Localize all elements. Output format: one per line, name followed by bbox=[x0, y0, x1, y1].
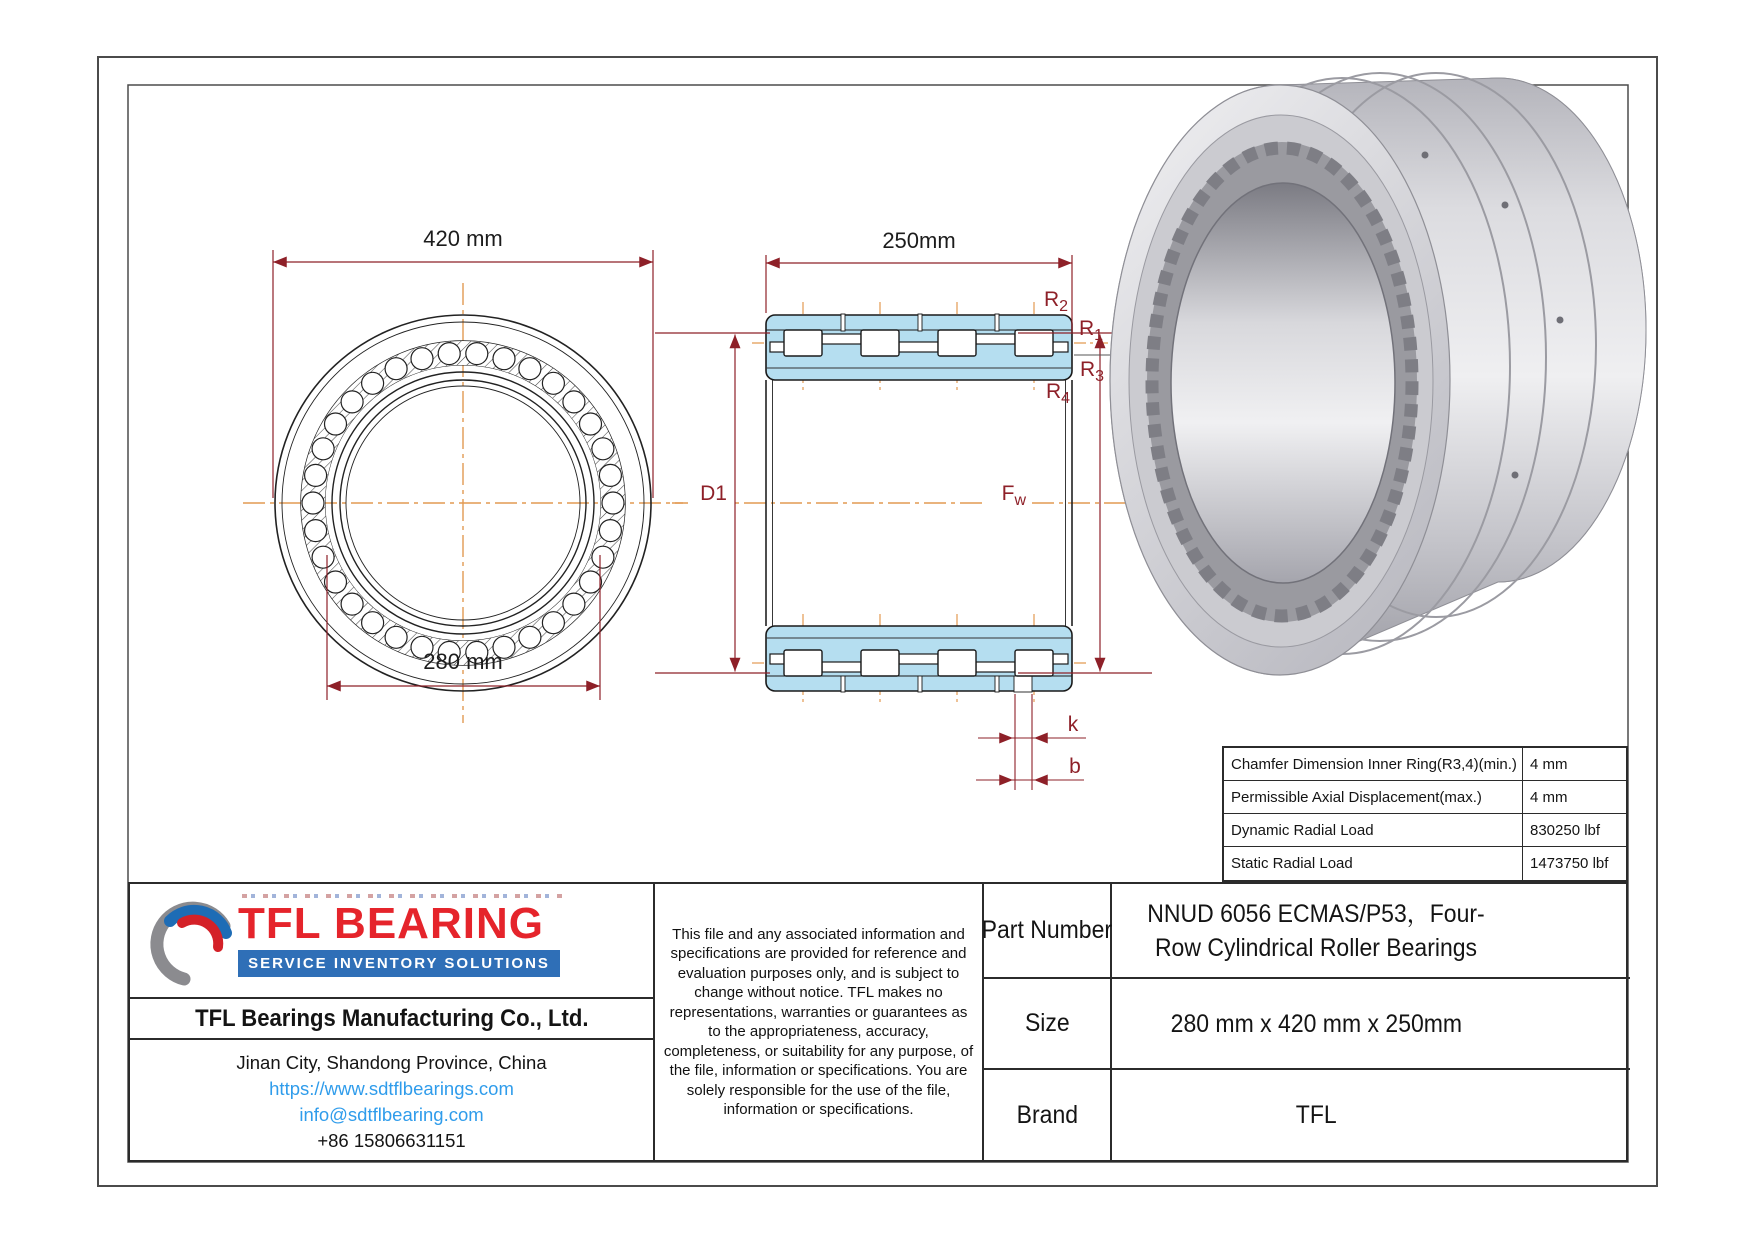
brand-label-text: Brand bbox=[1016, 1100, 1078, 1129]
front-od-dim-label: 420 mm bbox=[423, 226, 503, 251]
company-email-link[interactable]: info@sdtflbearing.com bbox=[299, 1104, 484, 1125]
disclaimer-text: This file and any associated information and specifications are provided for reference and evaluation purposes only, and is subject to change without notice. TFL makes no representations, warranties or guarantees as to the appropriateness, accuracy, completeness, or suitability for any purpose, of the file, information or specifications. You are solely responsible for the use of the file, information or specifications. bbox=[663, 925, 974, 1118]
section-bottom-band bbox=[766, 626, 1072, 692]
spec-table bbox=[1222, 746, 1628, 882]
company-contact-cell bbox=[130, 1040, 655, 1162]
part-number-label-text: Part Number bbox=[981, 916, 1113, 944]
bearing-3d-render bbox=[1110, 73, 1646, 675]
spec-row-label: Chamfer Dimension Inner Ring(R3,4)(min.) bbox=[1224, 748, 1523, 781]
spec-row-value: 4 mm bbox=[1523, 748, 1626, 781]
logo-cell bbox=[130, 884, 655, 999]
brand-label bbox=[984, 1070, 1112, 1160]
section-top-band bbox=[766, 314, 1072, 380]
disclaimer-cell bbox=[655, 884, 984, 1160]
section-view bbox=[655, 228, 1152, 790]
company-name-cell bbox=[130, 999, 655, 1040]
logo-fine-print bbox=[242, 894, 564, 898]
part-number-label bbox=[981, 884, 1113, 979]
r3-label: $R_3$ bbox=[1079, 358, 1105, 385]
size-value bbox=[1112, 979, 1630, 1070]
company-name: TFL Bearings Manufacturing Co., Ltd. bbox=[194, 1004, 589, 1032]
bore-3d bbox=[1171, 183, 1395, 583]
b-label: b bbox=[1069, 755, 1081, 778]
d1-label: D1 bbox=[700, 482, 727, 505]
spec-row-label: Static Radial Load bbox=[1224, 847, 1523, 880]
title-block bbox=[128, 882, 1628, 1162]
spec-row-label: Dynamic Radial Load bbox=[1224, 814, 1523, 847]
company-website-link[interactable]: https://www.sdtflbearings.com bbox=[269, 1078, 514, 1099]
size-label bbox=[984, 979, 1112, 1070]
spec-row-value: 1473750 lbf bbox=[1530, 855, 1609, 872]
logo-brand-text: TFL BEARING bbox=[238, 899, 544, 948]
spec-row-value: 830250 lbf bbox=[1523, 814, 1626, 847]
part-number-value bbox=[1112, 884, 1630, 979]
front-bore-dim-label: 280 mm bbox=[423, 649, 503, 674]
logo-tagline-bar bbox=[238, 950, 560, 977]
spec-row-value: 4 mm bbox=[1523, 781, 1626, 814]
r2-label: $R_2$ bbox=[1043, 288, 1069, 315]
company-phone: +86 15806631151 bbox=[317, 1130, 466, 1151]
front-view bbox=[243, 226, 683, 723]
r1-label: $R_1$ bbox=[1078, 317, 1104, 344]
logo-tagline-text: SERVICE INVENTORY SOLUTIONS bbox=[248, 955, 550, 972]
fw-label: $F_w$ bbox=[1001, 482, 1026, 509]
spec-row-label: Permissible Axial Displacement(max.) bbox=[1224, 781, 1523, 814]
brand-value bbox=[1112, 1070, 1630, 1160]
section-width-dim-label: 250mm bbox=[882, 228, 956, 253]
lubrication-groove bbox=[1014, 676, 1032, 692]
company-address: Jinan City, Shandong Province, China bbox=[236, 1052, 547, 1073]
part-number-value-text: NNUD 6056 ECMAS/P53，Four-Row Cylindrical Roller Bearings bbox=[1147, 899, 1485, 962]
size-label-text: Size bbox=[1024, 1009, 1070, 1037]
tfl-logo-icon bbox=[146, 895, 238, 987]
r4-label: $R_4$ bbox=[1045, 380, 1071, 407]
size-value-text: 280 mm x 420 mm x 250mm bbox=[1170, 1009, 1462, 1038]
k-label: k bbox=[1067, 713, 1079, 736]
brand-value-text: TFL bbox=[1295, 1101, 1337, 1129]
